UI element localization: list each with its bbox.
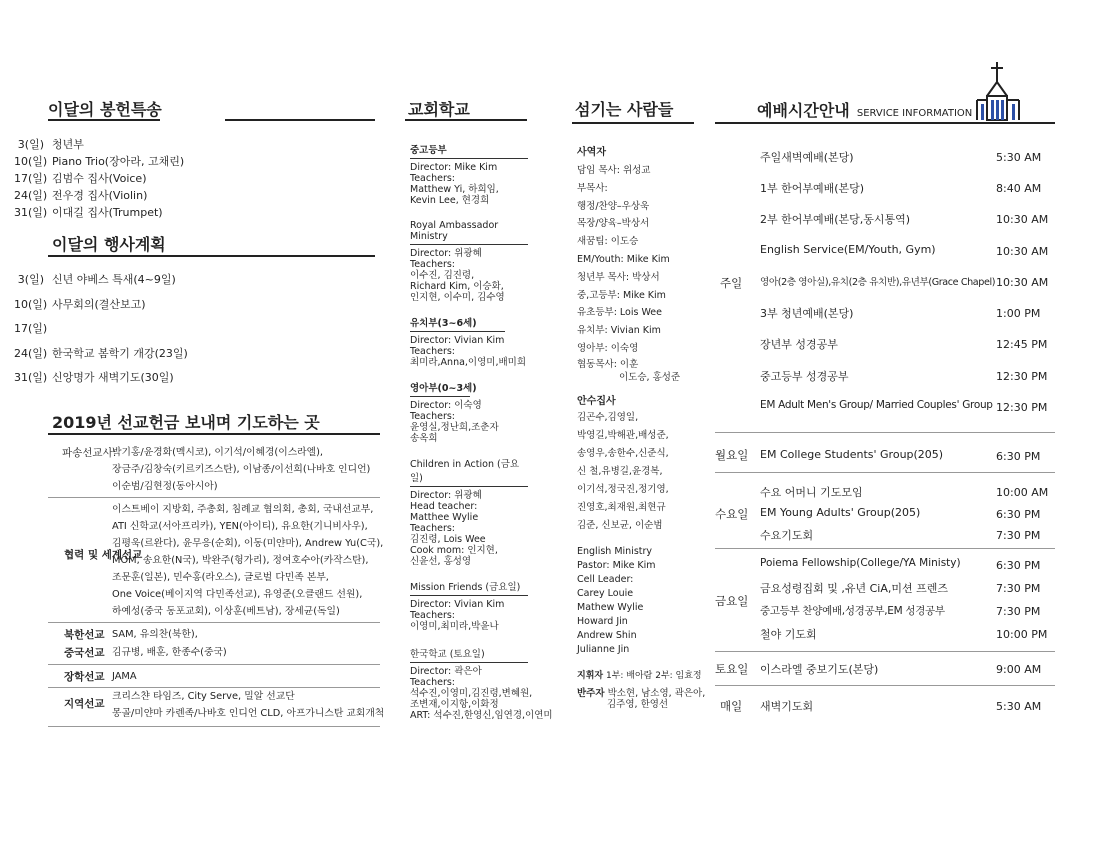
mission-line: 하예성(중국 동포교회), 이상훈(베트남), 장세균(독일) xyxy=(112,606,340,617)
service-name: 영아(2층 영아실),유치(2층 유치반),유년부(Grace Chapel) xyxy=(760,277,996,288)
school-section: Mission Friends (금요일) Director: Vivian Kim Teachers: 이영미,최미라,박윤나 xyxy=(410,579,528,632)
service-name: EM Adult Men's Group/ Married Couples' Group xyxy=(760,399,993,411)
mission-label: 지역선교 xyxy=(64,698,105,710)
service-time: 7:30 PM xyxy=(996,582,1041,595)
mission-label: 장학선교 xyxy=(64,671,105,683)
service-time: 5:30 AM xyxy=(996,151,1042,164)
accompanist-line: 반주자 박소현, 남소영, 곽은아, xyxy=(577,687,706,699)
event-item: 17(일) xyxy=(14,322,48,335)
service-time: 6:30 PM xyxy=(996,508,1041,521)
service-time: 6:30 PM xyxy=(996,450,1041,463)
service-name: 중고등부 성경공부 xyxy=(760,370,849,383)
mission-label: 파송선교사: xyxy=(62,447,117,459)
service-name: 2부 한어부예배(본당,동시통역) xyxy=(760,213,911,226)
service-time: 10:30 AM xyxy=(996,276,1049,289)
mission-line: SAM, 유의찬(북한), xyxy=(112,629,198,640)
service-time: 5:30 AM xyxy=(996,700,1042,713)
section-name: 유치부(3~6세) xyxy=(410,318,477,329)
service-name: 3부 청년예배(본당) xyxy=(760,307,854,320)
service-time: 1:00 PM xyxy=(996,307,1041,320)
offering-item: 17(일) 김범수 집사(Voice) xyxy=(14,172,147,185)
section-name: Royal Ambassador Ministry xyxy=(410,220,499,242)
service-time: 10:30 AM xyxy=(996,245,1049,258)
service-name: 1부 한어부예배(본당) xyxy=(760,182,865,195)
service-time: 12:30 PM xyxy=(996,401,1048,414)
service-time: 6:30 PM xyxy=(996,559,1041,572)
mission-line: 장금주/김창숙(키르키즈스탄), 이남종/이선희(나바호 인디언) xyxy=(112,464,371,475)
service-name: 수요기도회 xyxy=(760,529,814,542)
section-name: 영아부(0~3세) xyxy=(410,383,477,394)
service-name: 수요 어머니 기도모임 xyxy=(760,486,863,499)
offering-item: 10(일) Piano Trio(장아라, 고채린) xyxy=(14,155,185,168)
schedule-divider xyxy=(715,685,1055,686)
service-name: English Service(EM/Youth, Gym) xyxy=(760,243,936,256)
mission-line: 이스트베이 지방회, 주총회, 침례교 협의회, 총회, 국내선교부, xyxy=(112,504,374,515)
service-name: 장년부 성경공부 xyxy=(760,338,838,351)
service-name: 주일새벽예배(본당) xyxy=(760,151,854,164)
school-section: Royal Ambassador Ministry Director: 위광혜 Teachers: 이수진, 김진령, Richard Kim, 이승화, 인지현, 이수미, 김수영 xyxy=(410,220,528,303)
section-name: Children in Action (금요일) xyxy=(410,459,520,484)
day-label-saturday: 토요일 xyxy=(715,662,749,676)
day-label-daily: 매일 xyxy=(720,699,743,713)
school-section: Children in Action (금요일) Director: 위광혜 Head teacher: Matthee Wylie Teachers: 김진령, Lois Wee Cook mom: 인지현, 신윤선, 홍성영 xyxy=(410,456,528,567)
mission-label: 북한선교 xyxy=(64,629,105,641)
english-ministry-list: English Ministry Pastor: Mike Kim Cell Leader: Carey Louie Mathew Wylie Howard Jin Andrew Shin Julianne Jin xyxy=(577,545,656,655)
school-section: 영아부(0~3세) Director: 이숙영 Teachers: 윤영실,정난희,조춘자 송옥희 xyxy=(410,380,528,444)
servants-block xyxy=(577,143,705,710)
offering-item: 3(일) 청년부 xyxy=(17,138,84,151)
mission-label: 협력 및 세계선교 xyxy=(64,549,143,561)
mission-divider xyxy=(48,622,380,623)
offering-item: 31(일) 이대길 집사(Trumpet) xyxy=(14,206,163,219)
school-section: 한국학교 (토요일) Director: 곽은아 Teachers: 석수진,이영미,김진령,변혜원, 조변재,이지항,이화정 ART: 석수진,한영신,임연경,이연미 xyxy=(410,646,528,721)
mission-line: 김규병, 배훈, 한종수(중국) xyxy=(112,647,227,658)
schedule-divider xyxy=(715,472,1055,473)
section-name: 한국학교 (토요일) xyxy=(410,649,485,660)
event-item: 31(일) 신앙명가 새벽기도(30일) xyxy=(14,371,174,384)
service-time: 12:45 PM xyxy=(996,338,1048,351)
mission-line: 조문훈(일본), 민수홍(라오스), 글로벌 다민족 본부, xyxy=(112,572,329,583)
service-time: 10:30 AM xyxy=(996,213,1049,226)
service-time: 8:40 AM xyxy=(996,182,1042,195)
section-name: 중고등부 xyxy=(410,145,447,156)
school-section: 중고등부 Director: Mike Kim Teachers: Matthew Yi, 하희임, Kevin Lee, 현경희 xyxy=(410,142,528,206)
school-title: 교회학교 xyxy=(408,100,470,119)
events-title: 이달의 행사계획 xyxy=(52,235,166,254)
mission-line: 김평욱(르완다), 윤무응(순회), 이동(미얀마), Andrew Yu(C국), xyxy=(112,538,384,549)
schedule-divider xyxy=(715,548,1055,549)
offering-rule-right xyxy=(225,119,375,121)
schedule-divider xyxy=(715,432,1055,433)
ministers-list: 담임 목사: 위성교 부목사: 행정/찬양–우상욱 목장/양육–박상서 새꿈팀: 이도승 EM/Youth: Mike Kim 청년부 목사: 박상서 중,고등부: Mike Kim 유초등부: Lois Wee 유치부: Vivian Kim 영아부: 이숙영 협동목사: 이훈 이도승, 홍성준 xyxy=(577,165,681,383)
service-name: 철야 기도회 xyxy=(760,628,817,641)
day-label-sunday: 주일 xyxy=(720,276,743,290)
section-name: Mission Friends (금요일) xyxy=(410,582,521,593)
offering-title: 이달의 봉헌특송 xyxy=(48,100,162,119)
day-label-friday: 금요일 xyxy=(715,594,749,608)
service-time: 9:00 AM xyxy=(996,663,1042,676)
servants-title: 섬기는 사람들 xyxy=(575,100,674,119)
mission-line: 크리스챤 타임즈, City Serve, 밀알 선교단 xyxy=(112,691,295,702)
schedule-title-rule xyxy=(715,122,1055,124)
service-name: Poiema Fellowship(College/YA Ministy) xyxy=(760,557,961,569)
mission-line: 몽골/미얀마 카렌족/나바호 인디언 CLD, 아프가니스탄 교회개척 xyxy=(112,708,385,719)
mission-line: JAMA xyxy=(112,671,137,682)
schedule-title: 예배시간안내 SERVICE INFORMATION xyxy=(757,101,973,120)
service-time: 7:30 PM xyxy=(996,605,1041,618)
conductor-line: 지휘자 1부: 배아람 2부: 임효정 xyxy=(577,670,702,681)
school-section: 유치부(3~6세) Director: Vivian Kim Teachers: 최미라,Anna,이영미,배미희 xyxy=(410,315,528,368)
mission-line: 박기홍/윤경화(멕시코), 이기석/이혜경(이스라엘), xyxy=(112,447,324,458)
service-name: 새벽기도회 xyxy=(760,700,814,713)
ministers-title: 사역자 xyxy=(577,147,606,158)
offering-item: 24(일) 전우경 집사(Violin) xyxy=(14,189,148,202)
service-name: EM College Students' Group(205) xyxy=(760,448,944,461)
mission-divider xyxy=(48,726,380,727)
service-time: 7:30 PM xyxy=(996,529,1041,542)
school-title-rule xyxy=(405,119,527,121)
mission-label: 중국선교 xyxy=(64,647,105,659)
service-name: EM Young Adults' Group(205) xyxy=(760,506,921,519)
service-time: 10:00 AM xyxy=(996,486,1049,499)
mission-line: MOM, 송요한(N국), 박완주(헝가리), 정여호수아(카작스탄), xyxy=(112,555,369,566)
deacons-title: 안수집사 xyxy=(577,395,616,407)
event-item: 24(일) 한국학교 봄학기 개강(23일) xyxy=(14,347,188,360)
mission-divider xyxy=(48,664,380,665)
event-item: 3(일) 신년 야베스 특새(4~9일) xyxy=(17,273,176,286)
service-time: 10:00 PM xyxy=(996,628,1048,641)
mission-line: 이순범/김현정(동아시아) xyxy=(112,481,218,492)
mission-line: ATI 신학교(서아프리카), YEN(아이티), 유요한(기니비사우), xyxy=(112,521,368,532)
service-name: 이스라엘 중보기도(본당) xyxy=(760,663,879,676)
mission-divider xyxy=(48,497,380,498)
schedule-divider xyxy=(715,651,1055,652)
day-label-monday: 월요일 xyxy=(715,448,749,462)
event-item: 10(일) 사무회의(결산보고) xyxy=(14,298,146,311)
mission-line: One Voice(베이지역 다민족선교), 유영준(오클랜드 선원), xyxy=(112,589,363,600)
events-rule xyxy=(48,255,375,257)
missions-title: 2019년 선교헌금 보내며 기도하는 곳 xyxy=(52,413,320,432)
offering-title-rule xyxy=(48,119,160,121)
deacons-list: 김곤수,김영일, 박영길,박해관,배성준, 송영우,송한수,신준식, 신 철,유병길,윤경복, 이기석,정국진,정기영, 진영호,최재원,최현규 김준, 신보균, 이순범 xyxy=(577,411,669,531)
accompanist-line-2: 김주영, 한영선 xyxy=(607,698,669,710)
church-icon xyxy=(972,60,1030,122)
school-sections xyxy=(410,142,553,721)
servants-title-rule xyxy=(572,122,694,124)
service-name: 금요성령집회 및 ,유년 CiA,미션 프렌즈 xyxy=(760,582,949,595)
service-name: 중고등부 찬양예배,성경공부,EM 성경공부 xyxy=(760,605,945,617)
service-time: 12:30 PM xyxy=(996,370,1048,383)
day-label-wednesday: 수요일 xyxy=(715,507,749,521)
missions-rule xyxy=(48,433,380,435)
